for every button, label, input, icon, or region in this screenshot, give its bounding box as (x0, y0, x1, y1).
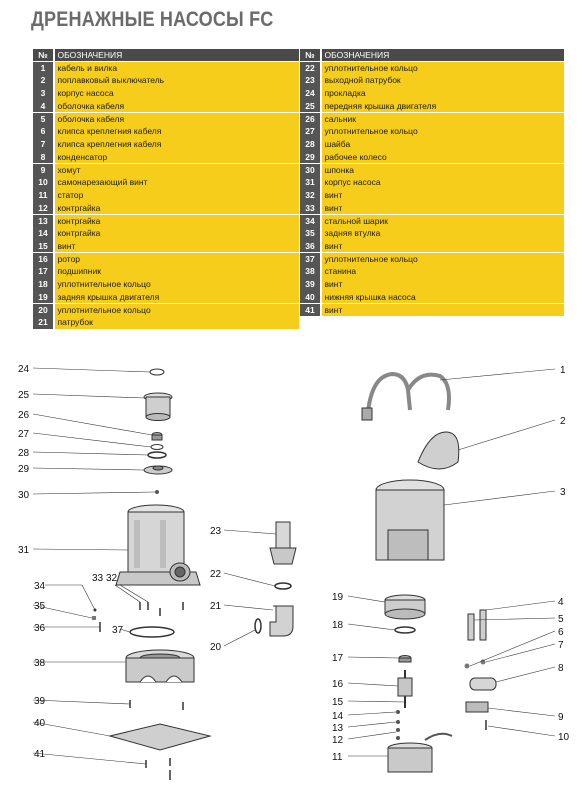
rear-bushing-35 (92, 616, 96, 620)
part-row (300, 202, 564, 214)
rotor-16 (398, 670, 412, 708)
callout-10: 10 (558, 732, 570, 743)
callout-30: 30 (18, 490, 30, 501)
part-row (33, 215, 299, 227)
part-number: 37 (300, 253, 320, 265)
part-name: винт (55, 240, 300, 252)
part-number: 20 (33, 304, 53, 316)
part-number: 5 (33, 113, 53, 125)
screws-41 (146, 758, 170, 780)
callout-14: 14 (332, 711, 344, 722)
part-number: 10 (33, 176, 53, 188)
gasket-24 (150, 369, 164, 375)
callout-37: 37 (112, 625, 124, 636)
part-row (300, 164, 564, 176)
part-number: 6 (33, 125, 53, 137)
pump-housing-31 (116, 505, 200, 585)
callout-27: 27 (18, 429, 30, 440)
header-label: ОБОЗНАЧЕНИЯ (322, 49, 565, 61)
callout-5: 5 (558, 614, 564, 625)
part-number: 30 (300, 164, 320, 176)
part-number: 11 (33, 189, 53, 201)
part-name: задняя крышка двигателя (55, 291, 300, 303)
callout-32: 32 (106, 573, 118, 584)
part-name: винт (322, 202, 565, 214)
bottom-cover-40 (110, 724, 210, 750)
part-number: 31 (300, 176, 320, 188)
part-name: подшипник (55, 265, 300, 277)
part-row (300, 74, 564, 86)
callout-23: 23 (210, 526, 222, 537)
part-name: сальник (322, 113, 565, 125)
front-motor-cover-25 (144, 393, 172, 421)
part-name: шайба (322, 138, 565, 150)
part-number: 3 (33, 87, 53, 99)
part-name: уплотнительное кольцо (322, 125, 565, 137)
part-number: 36 (300, 240, 320, 252)
part-name: прокладка (322, 87, 565, 99)
oring-27 (151, 445, 163, 450)
exploded-pump-diagram (0, 340, 586, 800)
part-row (33, 164, 299, 176)
part-name: патрубок (55, 316, 300, 328)
part-name: контргайка (55, 215, 300, 227)
part-name: клипса креплегния кабеля (55, 138, 300, 150)
header-label: ОБОЗНАЧЕНИЯ (55, 49, 300, 61)
part-number: 22 (300, 62, 320, 74)
callout-25: 25 (18, 390, 30, 401)
pump-body-3 (376, 480, 444, 560)
part-row (300, 138, 564, 150)
callout-38: 38 (34, 658, 46, 669)
oring-22 (275, 583, 291, 589)
callout-22: 22 (210, 569, 222, 580)
part-name: самонарезающий винт (55, 176, 300, 188)
part-name: корпус насоса (55, 87, 300, 99)
part-row (300, 253, 564, 265)
callout-21: 21 (210, 601, 222, 612)
part-row (300, 304, 564, 316)
clamp-9 (466, 702, 488, 712)
part-name: передняя крышка двигателя (322, 100, 565, 112)
part-row (33, 100, 299, 112)
part-row (33, 125, 299, 137)
callout-18: 18 (332, 620, 344, 631)
cable-sleeves-4-5 (468, 610, 486, 640)
part-name: винт (322, 240, 565, 252)
part-number: 35 (300, 227, 320, 239)
cable-plug-1 (362, 374, 449, 420)
header-num: № (33, 49, 53, 61)
part-row (300, 176, 564, 188)
part-number: 26 (300, 113, 320, 125)
part-row (300, 125, 564, 137)
callout-1: 1 (560, 365, 566, 376)
part-name: хомут (55, 164, 300, 176)
part-number: 4 (33, 100, 53, 112)
part-name: стальной шарик (322, 215, 565, 227)
part-number: 21 (33, 316, 53, 328)
part-row (33, 227, 299, 239)
part-number: 17 (33, 265, 53, 277)
callout-4: 4 (558, 597, 564, 608)
seal-26 (152, 433, 162, 441)
parts-table-right (300, 49, 564, 316)
callout-26: 26 (18, 410, 30, 421)
elbow-21 (270, 606, 293, 636)
base-38 (126, 650, 194, 682)
part-row (33, 291, 299, 303)
locknuts-12-15 (396, 710, 400, 740)
part-name: задняя втулка (322, 227, 565, 239)
part-number: 15 (33, 240, 53, 252)
part-number: 2 (33, 74, 53, 86)
table-header-row (300, 49, 564, 61)
part-row (33, 176, 299, 188)
part-row (300, 240, 564, 252)
part-row (300, 215, 564, 227)
part-row (33, 304, 299, 316)
part-number: 18 (33, 278, 53, 290)
part-name: уплотнительное кольцо (322, 253, 565, 265)
part-name: винт (322, 304, 565, 316)
part-name: ротор (55, 253, 300, 265)
part-row (33, 113, 299, 125)
callout-6: 6 (558, 627, 564, 638)
callout-16: 16 (332, 679, 344, 690)
callout-19: 19 (332, 592, 344, 603)
part-number: 29 (300, 151, 320, 163)
part-row (300, 100, 564, 112)
part-number: 14 (33, 227, 53, 239)
part-row (300, 291, 564, 303)
part-row (300, 113, 564, 125)
part-name: оболочка кабеля (55, 100, 300, 112)
callout-24: 24 (18, 364, 30, 375)
part-row (33, 151, 299, 163)
part-name: оболочка кабеля (55, 113, 300, 125)
part-number: 40 (300, 291, 320, 303)
part-name: контргайка (55, 202, 300, 214)
part-row (300, 278, 564, 290)
motor-rear-cover-19 (385, 595, 425, 619)
bearing-17 (399, 656, 411, 663)
callout-7: 7 (558, 640, 564, 651)
part-row (33, 62, 299, 74)
part-row (33, 316, 299, 328)
float-switch-2 (418, 432, 459, 469)
washer-28 (148, 452, 166, 458)
part-row (33, 74, 299, 86)
callout-40: 40 (34, 718, 46, 729)
part-name: статор (55, 189, 300, 201)
part-row (300, 265, 564, 277)
part-row (33, 138, 299, 150)
part-row (300, 151, 564, 163)
oring-18 (395, 627, 415, 633)
part-number: 24 (300, 87, 320, 99)
callout-12: 12 (332, 735, 344, 746)
part-name: кабель и вилка (55, 62, 300, 74)
outlet-23 (270, 522, 296, 564)
part-number: 16 (33, 253, 53, 265)
callout-2: 2 (560, 416, 566, 427)
part-number: 19 (33, 291, 53, 303)
key-30 (155, 490, 159, 494)
part-name: нижняя крышка насоса (322, 291, 565, 303)
screws-39 (130, 700, 183, 710)
part-name: поплавковый выключатель (55, 74, 300, 86)
page-title: ДРЕНАЖНЫЕ НАСОСЫ FC (31, 8, 274, 31)
parts-table-left (33, 49, 299, 329)
callout-41: 41 (34, 749, 46, 760)
part-name: уплотнительное кольцо (55, 304, 300, 316)
part-number: 34 (300, 215, 320, 227)
part-row (300, 62, 564, 74)
part-row (300, 87, 564, 99)
part-number: 13 (33, 215, 53, 227)
part-number: 27 (300, 125, 320, 137)
part-number: 8 (33, 151, 53, 163)
callout-33: 33 (92, 573, 104, 584)
part-number: 23 (300, 74, 320, 86)
callout-29: 29 (18, 464, 30, 475)
part-number: 9 (33, 164, 53, 176)
part-number: 12 (33, 202, 53, 214)
part-row (33, 202, 299, 214)
callout-31: 31 (18, 545, 30, 556)
part-name: выходной патрубок (322, 74, 565, 86)
part-name: конденсатор (55, 151, 300, 163)
callout-34: 34 (34, 581, 46, 592)
callout-20: 20 (210, 642, 222, 653)
part-number: 39 (300, 278, 320, 290)
callout-35: 35 (34, 601, 46, 612)
part-name: винт (322, 189, 565, 201)
part-row (33, 253, 299, 265)
part-number: 33 (300, 202, 320, 214)
callout-11: 11 (332, 752, 343, 763)
part-row (33, 278, 299, 290)
part-number: 41 (300, 304, 320, 316)
oring-20 (255, 619, 261, 633)
part-row (33, 189, 299, 201)
part-name: уплотнительное кольцо (55, 278, 300, 290)
callout-9: 9 (558, 712, 564, 723)
callout-15: 15 (332, 697, 344, 708)
part-number: 25 (300, 100, 320, 112)
part-number: 7 (33, 138, 53, 150)
oring-37 (130, 627, 174, 637)
callout-28: 28 (18, 448, 30, 459)
part-name: станина (322, 265, 565, 277)
part-name: контргайка (55, 227, 300, 239)
callout-8: 8 (558, 663, 564, 674)
part-row (33, 265, 299, 277)
part-row (300, 189, 564, 201)
part-name: шпонка (322, 164, 565, 176)
capacitor-8 (470, 678, 496, 690)
part-name: рабочее колесо (322, 151, 565, 163)
callout-13: 13 (332, 723, 344, 734)
part-number: 28 (300, 138, 320, 150)
callout-36: 36 (34, 623, 46, 634)
callout-3: 3 (560, 487, 566, 498)
part-row (33, 87, 299, 99)
table-header-row (33, 49, 299, 61)
callout-39: 39 (34, 696, 46, 707)
part-number: 32 (300, 189, 320, 201)
part-name: уплотнительное кольцо (322, 62, 565, 74)
part-row (300, 227, 564, 239)
impeller-29 (144, 466, 172, 474)
part-row (33, 240, 299, 252)
part-name: корпус насоса (322, 176, 565, 188)
part-name: винт (322, 278, 565, 290)
header-num: № (300, 49, 320, 61)
callout-17: 17 (332, 653, 344, 664)
part-number: 38 (300, 265, 320, 277)
part-name: клипса креплегния кабеля (55, 125, 300, 137)
part-number: 1 (33, 62, 53, 74)
